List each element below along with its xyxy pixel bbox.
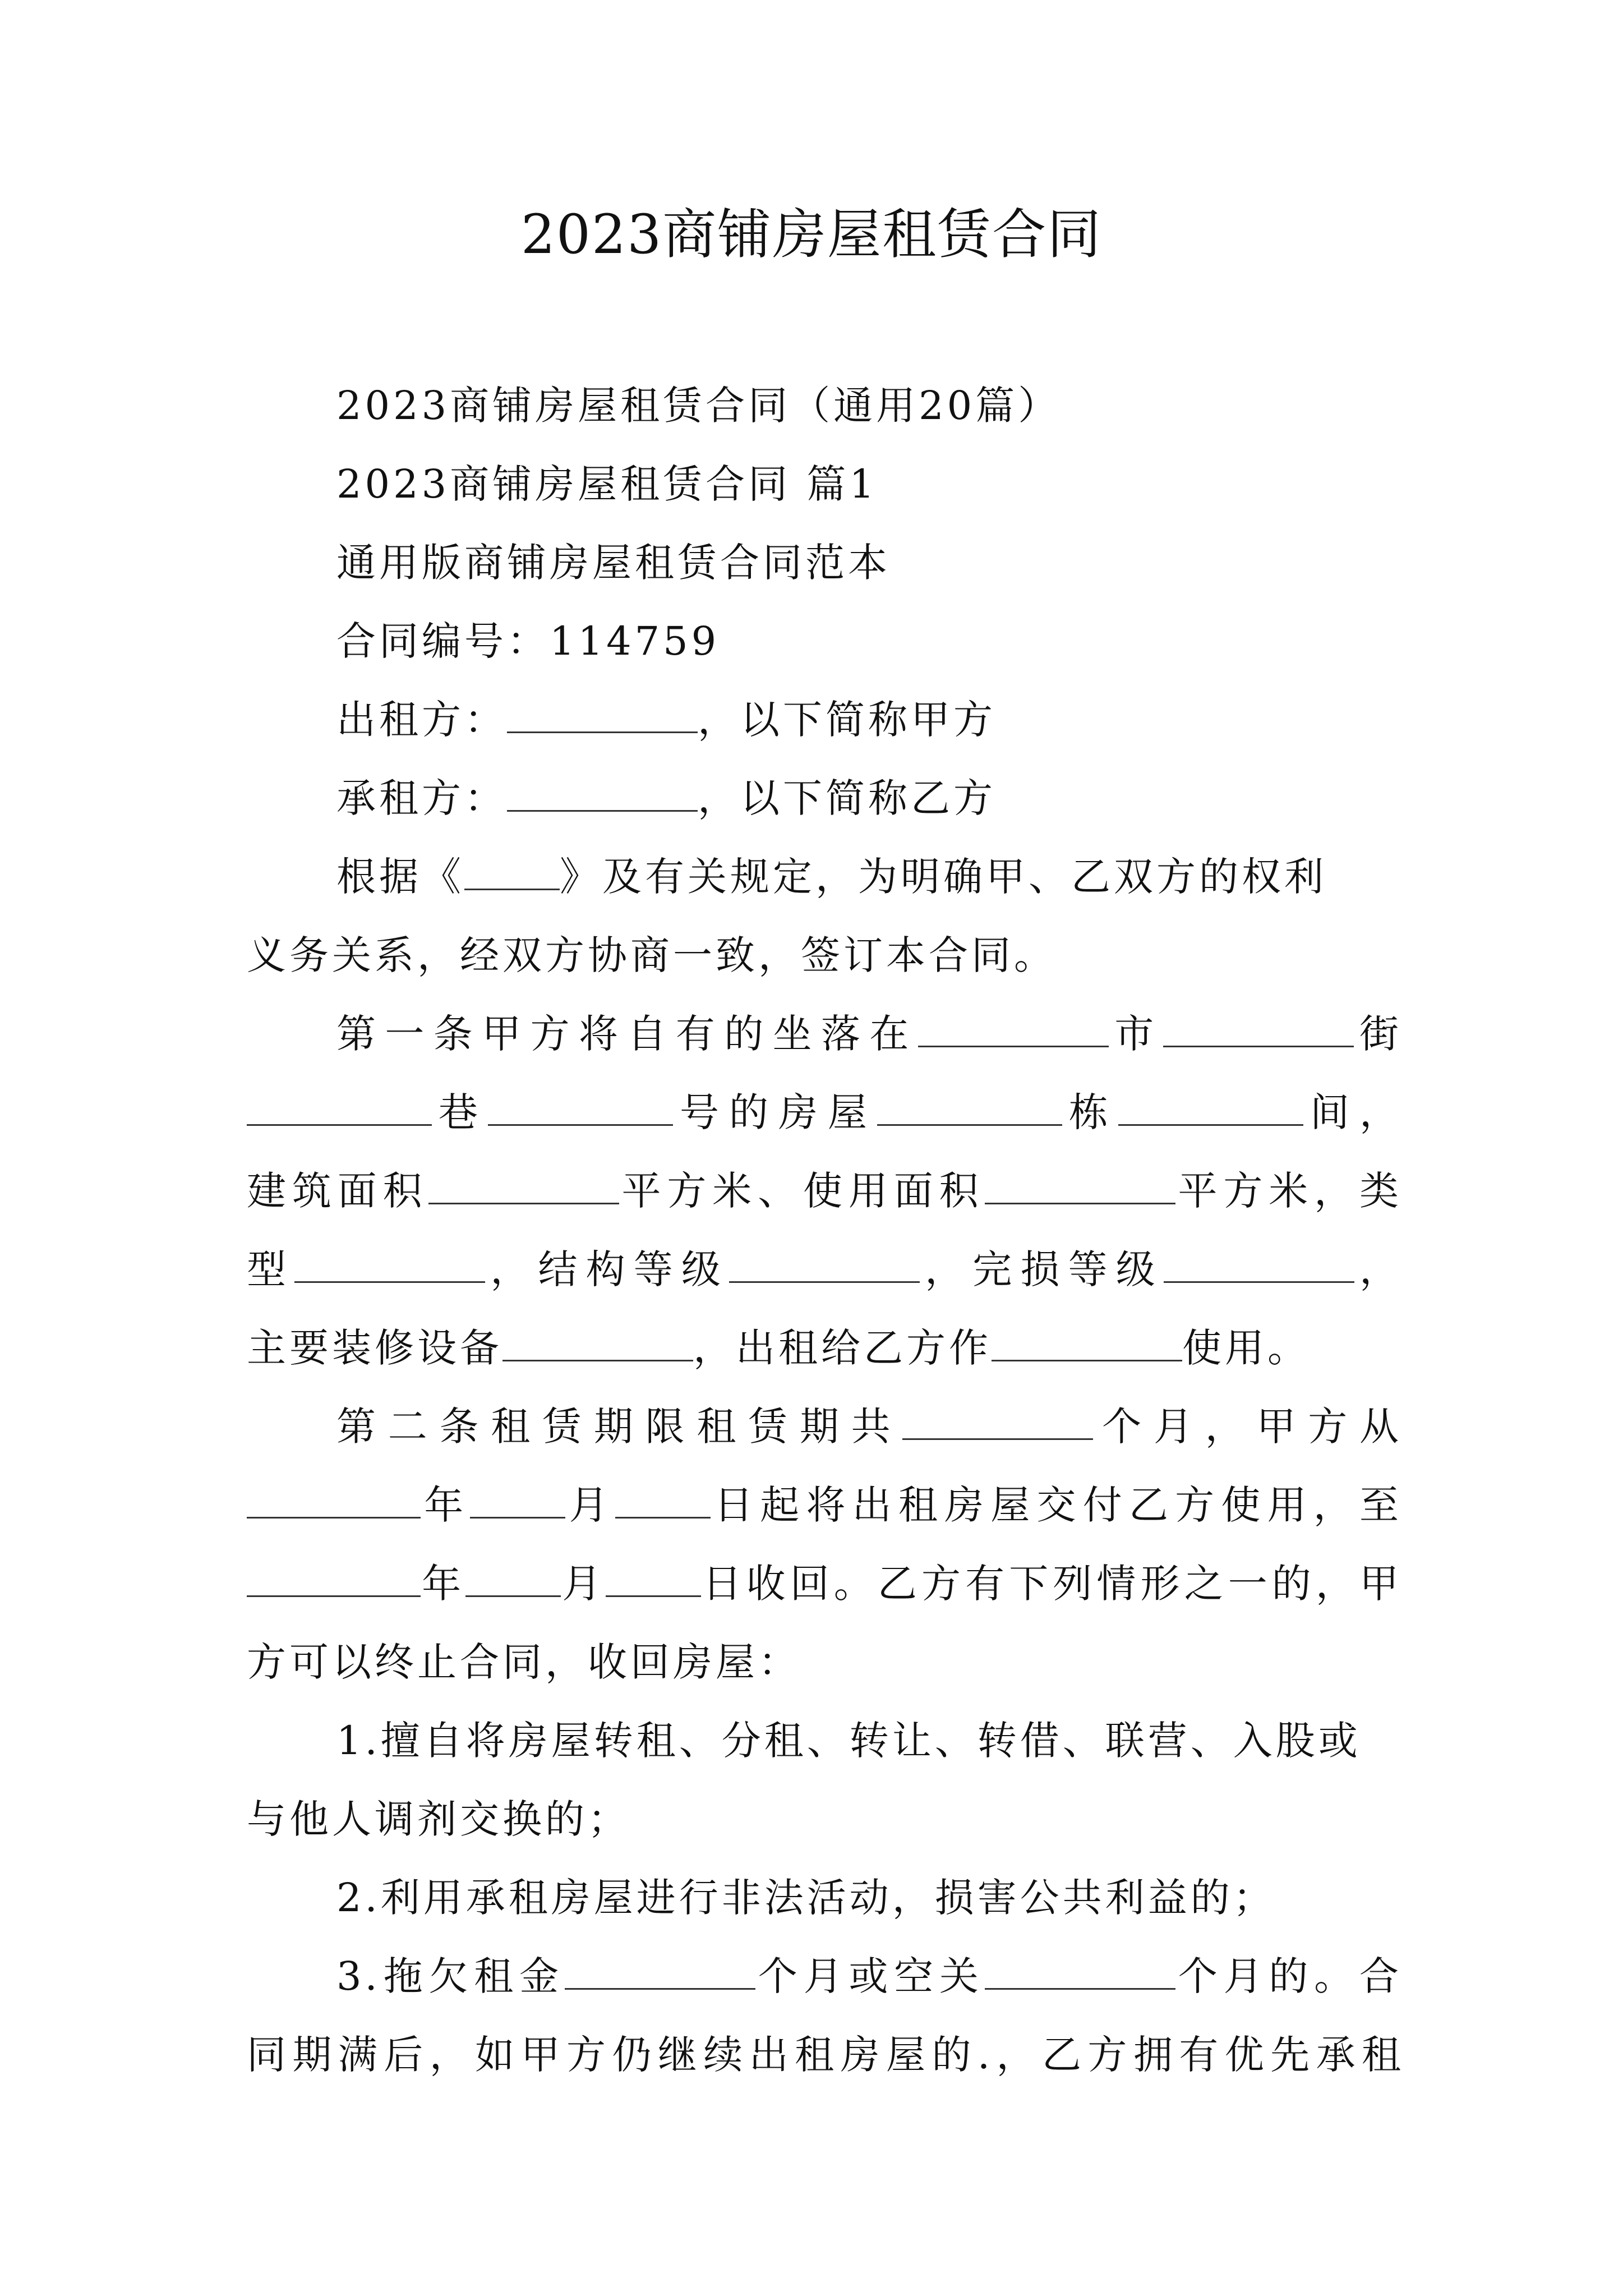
usable-area-blank	[985, 1169, 1175, 1204]
lane-blank	[247, 1091, 432, 1126]
text-segment: 巷	[432, 1089, 488, 1135]
lessee-label: 承租方：	[336, 775, 507, 821]
room-blank	[1118, 1091, 1303, 1126]
term-months-blank	[902, 1405, 1093, 1440]
clause-2-line: 2.利用承租房屋进行非法活动，损害公共利益的；	[336, 1875, 1276, 1921]
article-2-line-2	[247, 1474, 1402, 1536]
start-day-blank	[615, 1483, 711, 1519]
usage-blank	[992, 1326, 1182, 1361]
subtitle-line: 2023商铺房屋租赁合同（通用20篇）	[336, 383, 1061, 429]
text-segment: 主要装修设备	[247, 1325, 502, 1371]
lessor-suffix: ，以下简称甲方	[698, 697, 996, 743]
start-year-blank	[247, 1483, 421, 1519]
text-segment: ，出租给乙方作	[693, 1325, 992, 1371]
preamble-line-1	[336, 846, 1402, 908]
article-2-line-1	[336, 1396, 1402, 1457]
article-2-line-4: 方可以终止合同，收回房屋：	[247, 1639, 801, 1685]
text-segment: 月	[565, 1482, 615, 1528]
start-month-blank	[470, 1483, 565, 1519]
clause-3-line-1	[336, 1945, 1402, 2007]
lessor-label: 出租方：	[336, 697, 507, 743]
text-segment: 个月，甲方从	[1093, 1404, 1403, 1450]
lessee-suffix: ，以下简称乙方	[698, 775, 996, 821]
preamble-text-b: 》及有关规定，为明确甲、乙双方的权利	[560, 854, 1327, 900]
clause-1-line-2: 与他人调剂交换的；	[247, 1796, 630, 1842]
law-name-blank	[464, 855, 560, 890]
text-segment: 月	[561, 1561, 606, 1607]
text-segment: ，结构等级	[485, 1246, 730, 1292]
city-blank	[918, 1012, 1109, 1047]
article-1-line-3	[247, 1160, 1402, 1222]
clause-3-line-2: 同期满后，如甲方仍继续出租房屋的.，乙方拥有优先承租	[247, 2032, 1402, 2078]
text-segment: 个月或空关	[755, 1953, 985, 1999]
article-1-line-2	[247, 1082, 1402, 1143]
floor-area-blank	[428, 1169, 619, 1204]
end-month-blank	[465, 1562, 561, 1597]
building-blank	[877, 1091, 1062, 1126]
preamble-text-a: 根据《	[336, 854, 464, 900]
text-segment: 平方米，类	[1175, 1168, 1403, 1214]
lessee-line	[336, 767, 1402, 829]
text-segment: 使用。	[1182, 1325, 1310, 1371]
text-segment: 日收回。乙方有下列情形之一的，甲	[701, 1561, 1403, 1607]
text-segment: 年	[421, 1482, 471, 1528]
house-number-blank	[488, 1091, 673, 1126]
text-segment: 市	[1108, 1011, 1163, 1057]
lessor-line	[336, 689, 1402, 751]
structure-grade-blank	[729, 1248, 920, 1283]
condition-grade-blank	[1164, 1248, 1354, 1283]
template-name: 通用版商铺房屋租赁合同范本	[336, 540, 891, 586]
text-segment: ，完损等级	[920, 1246, 1164, 1292]
lessee-blank	[507, 776, 698, 812]
text-segment: 平方米、使用面积	[619, 1168, 985, 1214]
clause-1-line-1: 1.擅自将房屋转租、分租、转让、转借、联营、入股或	[336, 1718, 1361, 1764]
text-segment: 个月的。合	[1175, 1953, 1403, 1999]
article-2-line-3	[247, 1553, 1402, 1614]
equipment-blank	[502, 1326, 693, 1361]
street-blank	[1163, 1012, 1354, 1047]
text-segment: 日起将出租房屋交付乙方使用，至	[710, 1482, 1403, 1528]
contract-number: 合同编号：114759	[336, 618, 720, 664]
text-segment: 间，	[1303, 1089, 1402, 1135]
text-segment: 3.拖欠租金	[336, 1953, 565, 1999]
end-day-blank	[606, 1562, 701, 1597]
text-segment: 型	[247, 1246, 295, 1292]
arrears-months-blank	[565, 1954, 755, 1990]
text-segment: ，	[1354, 1246, 1403, 1292]
vacancy-months-blank	[985, 1954, 1175, 1990]
text-segment: 街	[1353, 1011, 1403, 1057]
end-year-blank	[247, 1562, 421, 1597]
text-segment: 年	[421, 1561, 466, 1607]
section-heading: 2023商铺房屋租赁合同 篇1	[336, 461, 878, 507]
preamble-line-2: 义务关系，经双方协商一致，签订本合同。	[247, 932, 1057, 978]
lessor-blank	[507, 698, 698, 733]
text-segment: 号的房屋	[673, 1089, 877, 1135]
text-segment: 第二条租赁期限租赁期共	[336, 1404, 903, 1450]
text-segment: 建筑面积	[247, 1168, 428, 1214]
article-1-line-5	[247, 1317, 1402, 1379]
document-title: 2023商铺房屋租赁合同	[520, 203, 1103, 266]
text-segment: 栋	[1062, 1089, 1118, 1135]
article-1-line-1	[336, 1003, 1402, 1065]
type-blank	[294, 1248, 485, 1283]
text-segment: 第一条甲方将自有的坐落在	[336, 1011, 918, 1057]
article-1-line-4	[247, 1239, 1402, 1300]
